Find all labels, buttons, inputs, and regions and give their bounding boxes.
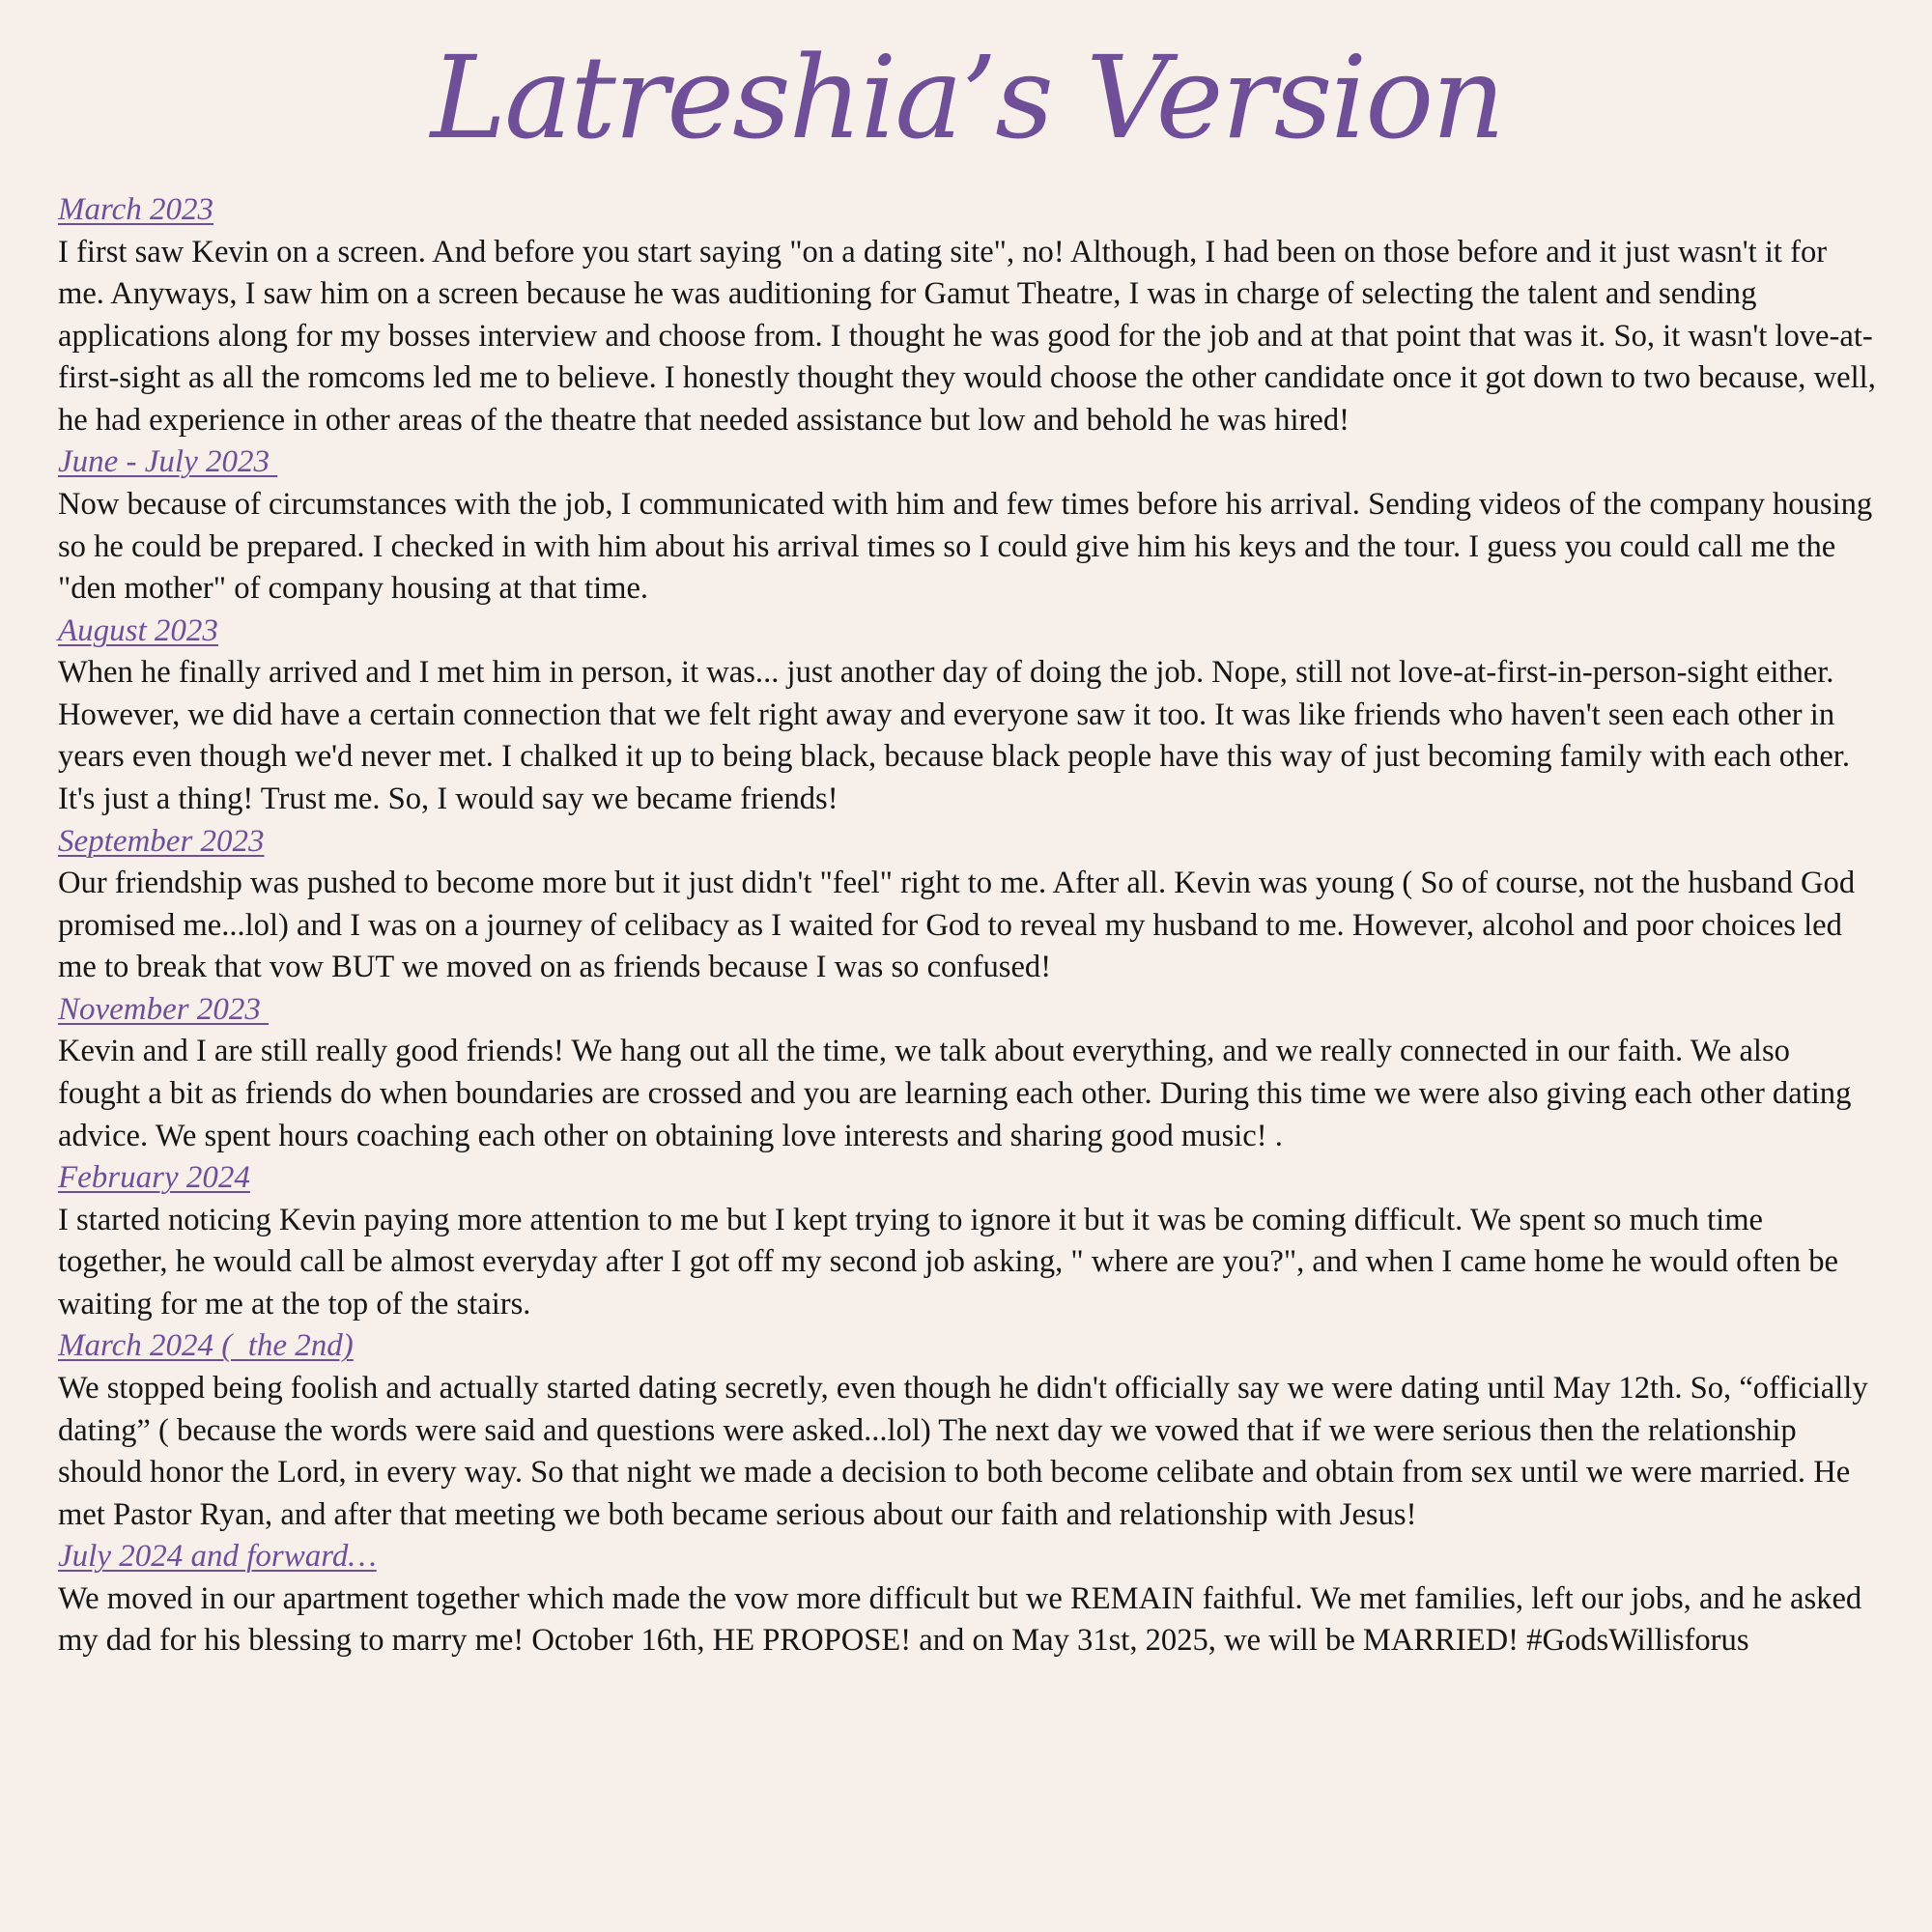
entry-date: March 2024 ( the 2nd) [58, 1328, 354, 1364]
entry-text: Kevin and I are still really good friends! We hang out all the time, we talk about everything, and we really connected in our faith. We also fought a bit as friends do when boundaries are crossed and you are learning each other. During this time we were also giving each other dating advice. We spent hours coaching each other on obtaining love interests and sharing good music! . [58, 1034, 1852, 1153]
entry-date: August 2023 [58, 612, 218, 648]
entry-text: Our friendship was pushed to become more but it just didn't "feel" right to me. After all. Kevin was young ( So of course, not the husband God promised me...lol) and I was on a journey of celibacy as I waited for God to reveal my husband to me. However, alcohol and poor choices led me to break that vow BUT we moved on as friends because I was so confused! [58, 866, 1856, 985]
entry-date: March 2023 [58, 192, 214, 227]
entry-date: November 2023 [58, 991, 270, 1027]
timeline-entry [58, 189, 1876, 441]
entry-date: February 2024 [58, 1160, 250, 1196]
entry-date: July 2024 and forward… [58, 1539, 377, 1575]
timeline-entry [58, 1157, 1876, 1325]
timeline-entry [58, 1536, 1876, 1662]
timeline [58, 189, 1876, 1662]
entry-text: When he finally arrived and I met him in person, it was... just another day of doing the job. Nope, still not love-at-first-in-person-sight either. However, we did have a certain connection that we felt right away and everyone saw it too. It was like friends who haven't seen each other in years even though we'd never met. I chalked it up to being black, because black people have this way of just becoming family with each other. It's just a thing! Trust me. So, I would say we became friends! [58, 655, 1850, 817]
timeline-entry [58, 611, 1876, 821]
page-title: Latreshia’s Version [430, 31, 1504, 164]
entry-text: We moved in our apartment together which made the vow more difficult but we REMAIN faithful. We met families, left our jobs, and he asked my dad for his blessing to marry me! October 16th, HE PROPOSE! and on May 31st, 2025, we will be MARRIED! #GodsWillisforus [58, 1580, 1862, 1659]
entry-text: We stopped being foolish and actually started dating secretly, even though he didn't officially say we were dating until May 12th. So, “officially dating” ( because the words were said and questions were asked...lol) The next day we vowed that if we were serious then the relationship should honor the Lord, in every way. So that night we made a decision to both become celibate and obtain from sex until we were married. He met Pastor Ryan, and after that meeting we both became serious about our faith and relationship with Jesus! [58, 1370, 1868, 1532]
entry-text: Now because of circumstances with the job, I communicated with him and few times before his arrival. Sending videos of the company housing so he could be prepared. I checked in with him about his arrival times so I could give him his keys and the tour. I guess you could call me the "den mother" of company housing at that time. [58, 486, 1873, 607]
timeline-entry [58, 989, 1876, 1157]
timeline-entry [58, 821, 1876, 989]
entry-text: I started noticing Kevin paying more attention to me but I kept trying to ignore it but it was be coming difficult. We spent so much time together, he would call be almost everyday after I got off my second job asking, " where are you?", and when I came home he would often be waiting for me at the top of the stairs. [58, 1202, 1839, 1321]
entry-date: June - July 2023 [58, 444, 278, 480]
entry-date: September 2023 [58, 823, 265, 859]
timeline-entry [58, 1325, 1876, 1536]
timeline-entry [58, 441, 1876, 610]
entry-text: I first saw Kevin on a screen. And before you start saying "on a dating site", no! Although, I had been on those before and it just wasn't it for me. Anyways, I saw him on a screen because he was auditioning for Gamut Theatre, I was in charge of selecting the talent and sending applications along for my bosses interview and choose from. I thought he was good for the job and at that point that was it. So, it wasn't love-at-first-sight as all the romcoms led me to believe. I honestly thought they would choose the other candidate once it got down to two because, well, he had experience in other areas of the theatre that needed assistance but low and behold he was hired! [58, 234, 1876, 438]
